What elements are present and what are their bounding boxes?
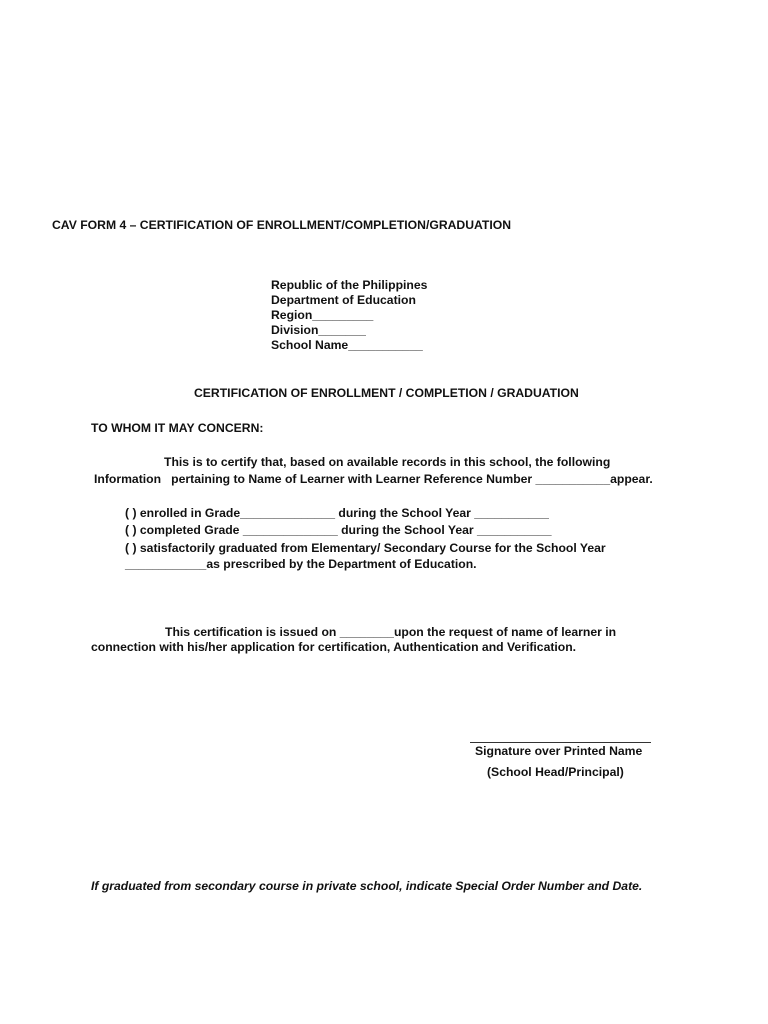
issued-line-2: connection with his/her application for certification, Authentication and Verification. xyxy=(91,640,577,654)
republic-line: Republic of the Philippines xyxy=(271,278,428,292)
certify-line-2: Information pertaining to Name of Learner with Learner Reference Number ___________appear. xyxy=(94,472,653,486)
option-graduated: ( ) satisfactorily graduated from Elementary/ Secondary Course for the School Year xyxy=(125,541,606,555)
signature-line xyxy=(470,742,651,743)
school-name-line: School Name___________ xyxy=(271,338,423,352)
issued-line-1: This certification is issued on ________upon the request of name of learner in xyxy=(165,625,617,639)
certify-line-1: This is to certify that, based on available records in this school, the following xyxy=(164,455,611,469)
form-title: CAV FORM 4 – CERTIFICATION OF ENROLLMENT/COMPLETION/GRADUATION xyxy=(52,218,512,232)
option-graduated-continued: ____________as prescribed by the Department of Education. xyxy=(125,557,477,571)
footnote: If graduated from secondary course in private school, indicate Special Order Number and Date. xyxy=(91,879,643,893)
region-line: Region_________ xyxy=(271,308,374,322)
signature-label: Signature over Printed Name xyxy=(475,744,643,758)
department-line: Department of Education xyxy=(271,293,416,307)
option-completed: ( ) completed Grade ______________ during the School Year ___________ xyxy=(125,523,552,537)
certification-title: CERTIFICATION OF ENROLLMENT / COMPLETION / GRADUATION xyxy=(194,386,579,400)
signature-role: (School Head/Principal) xyxy=(487,765,624,779)
option-enrolled: ( ) enrolled in Grade______________ during the School Year ___________ xyxy=(125,506,549,520)
salutation: TO WHOM IT MAY CONCERN: xyxy=(91,421,264,435)
division-line: Division_______ xyxy=(271,323,366,337)
